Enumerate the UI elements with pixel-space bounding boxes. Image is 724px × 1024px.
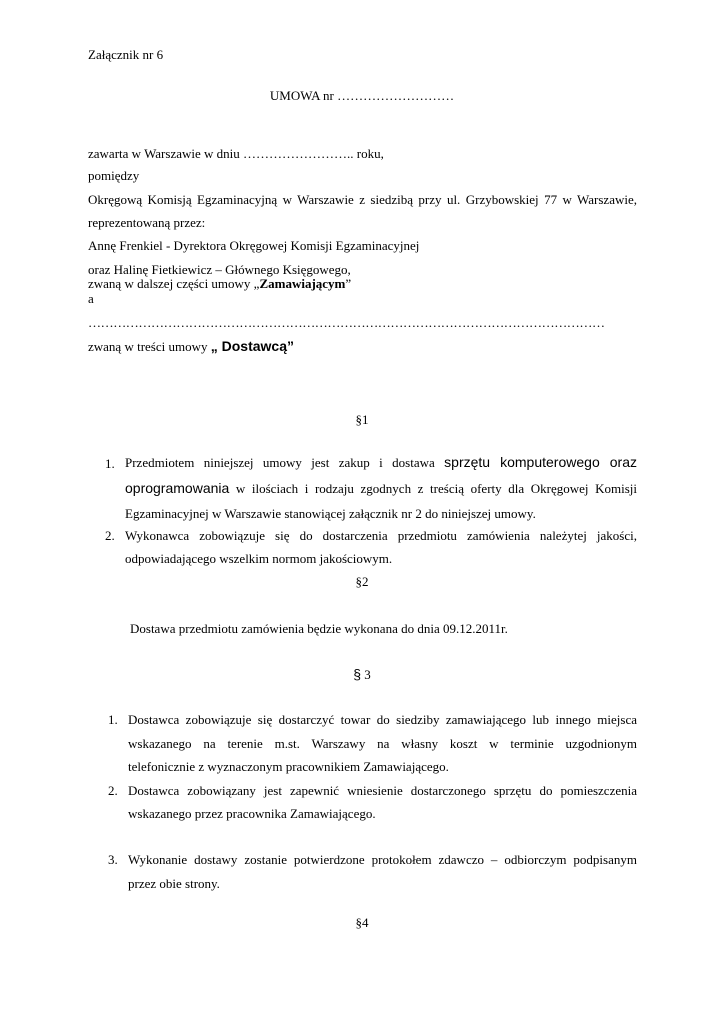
intro-director: Annę Frenkiel - Dyrektora Okręgowej Komisji Egzaminacyjnej (88, 238, 420, 253)
intro-dots: …………………………………………………………………………………………………………… (88, 315, 605, 330)
s3-item-3-number: 3. (108, 852, 118, 867)
intro-accountant: oraz Halinę Fietkiewicz – Głównego Księgowego, (88, 262, 351, 277)
section-4-heading: §4 (355, 915, 369, 930)
s1-item-1-line-1a: Przedmiotem niniejszej umowy jest zakup i dostawa (125, 455, 445, 470)
s1-item-2-number: 2. (105, 528, 115, 543)
s3-item-2-line-1: Dostawca zobowiązany jest zapewnić wniesienie dostarczonego sprzętu do pomieszczenia (128, 783, 637, 798)
intro-and: a (88, 291, 94, 306)
s3-item-1-number: 1. (108, 712, 118, 727)
s3-item-1-line-2: wskazanego na terenie m.st. Warszawy na własny koszt w terminie uzgodnionym (128, 736, 637, 751)
s1-item-1-line-2a: oprogramowania (125, 480, 230, 496)
annex-label: Załącznik nr 6 (88, 47, 164, 62)
ordering-bold: Zamawiającym (259, 276, 346, 291)
s1-item-1-line-2b: w ilościach i rodzaju zgodnych z treścią oferty dla Okręgowej Komisji (229, 481, 637, 496)
intro-between: pomiędzy (88, 168, 140, 183)
s3-item-3-line-2: przez obie strony. (128, 876, 220, 891)
intro-date-line: zawarta w Warszawie w dniu …………………….. roku, (88, 146, 384, 161)
intro-supplier (88, 338, 294, 355)
supplier-prefix: zwaną w treści umowy (88, 339, 211, 354)
section-2-heading: §2 (355, 574, 369, 589)
s3-item-2-line-2: wskazanego przez pracownika Zamawiającego. (128, 806, 376, 821)
s1-item-1-line-1b: sprzętu komputerowego oraz (444, 454, 637, 470)
section-3-heading (0, 666, 724, 683)
s1-item-1-line-3: Egzaminacyjnej w Warszawie stanowiącej załącznik nr 2 do niniejszej umowy. (125, 506, 536, 521)
s3-item-3-line-1: Wykonanie dostawy zostanie potwierdzone protokołem zdawczo – odbiorczym podpisanym (128, 852, 637, 867)
s1-item-1-number: 1. (105, 456, 115, 471)
supplier-bold: „ Dostawcą” (210, 338, 294, 354)
s2-text: Dostawa przedmiotu zamówienia będzie wykonana do dnia 09.12.2011r. (130, 621, 508, 636)
ordering-suffix: ” (345, 276, 352, 291)
intro-commission: Okręgową Komisją Egzaminacyjną w Warszawie z siedzibą przy ul. Grzybowskiej 77 w Warszawie, (88, 192, 637, 207)
s1-item-1-line-1 (125, 454, 637, 471)
s1-item-2-line-1: Wykonawca zobowiązuje się do dostarczenia przedmiotu zamówienia należytej jakości, (125, 528, 637, 543)
section-3-symbol: § (353, 666, 362, 682)
section-3-number: 3 (361, 667, 371, 682)
s1-item-2-line-2: odpowiadającego wszelkim normom jakościowym. (125, 551, 393, 566)
section-1-heading: §1 (355, 412, 369, 427)
s3-item-1-line-3: telefonicznie z wyznaczonym pracownikiem Zamawiającego. (128, 759, 449, 774)
intro-represented: reprezentowaną przez: (88, 215, 206, 230)
s3-item-1-line-1: Dostawca zobowiązuje się dostarczyć towar do siedziby zamawiającego lub innego miejsca (128, 712, 637, 727)
s3-item-2-number: 2. (108, 783, 118, 798)
contract-title: UMOWA nr ……………………… (269, 88, 455, 103)
ordering-prefix: zwaną w dalszej części umowy „ (88, 276, 260, 291)
s1-item-1-line-2 (125, 480, 637, 497)
intro-ordering-party (88, 276, 351, 292)
